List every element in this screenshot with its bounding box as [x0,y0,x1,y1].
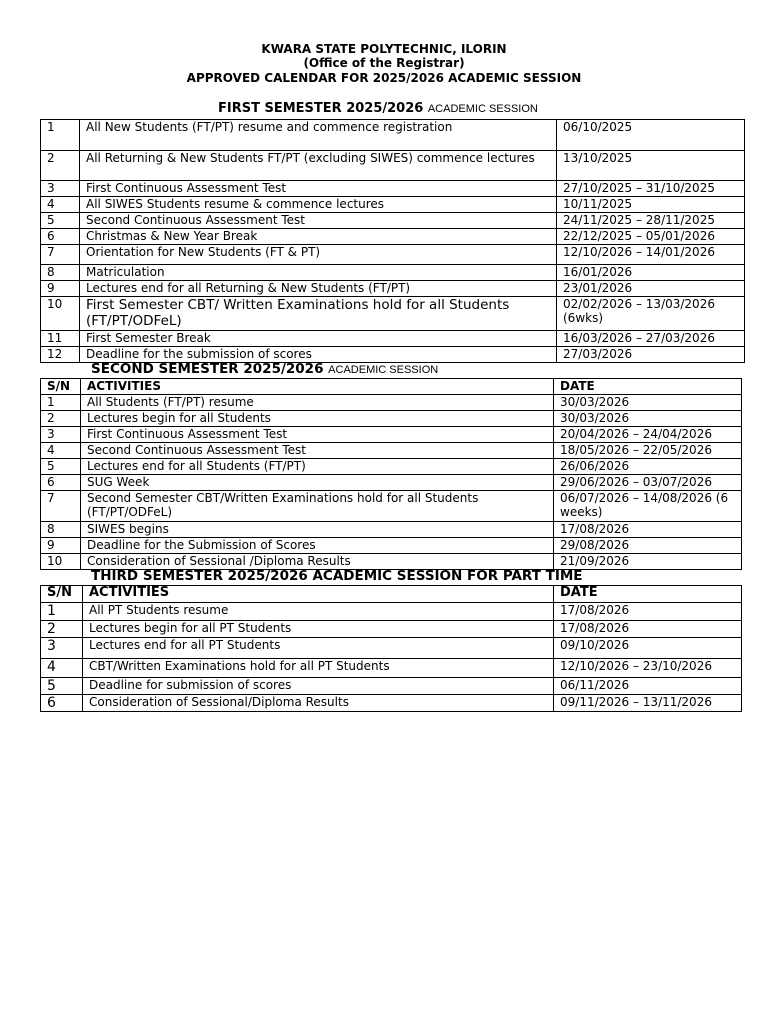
row-date: 09/11/2026 – 13/11/2026 [554,695,742,712]
first-semester-table [40,119,745,363]
row-sn: 6 [41,229,80,245]
row-activity: CBT/Written Examinations hold for all PT Students [83,659,554,678]
row-date: 24/11/2025 – 28/11/2025 [557,213,745,229]
table-row [41,621,742,638]
table-header-row [41,379,742,395]
row-date: 27/10/2025 – 31/10/2025 [557,181,745,197]
table-header-row [41,586,742,603]
row-date: 13/10/2025 [557,151,745,181]
row-activity: First Continuous Assessment Test [81,427,554,443]
row-sn: 2 [41,621,83,638]
row-date: 12/10/2026 – 14/01/2026 [557,245,745,265]
second-semester-title-sub: ACADEMIC SESSION [328,364,439,376]
table-row [41,151,745,181]
row-date: 17/08/2026 [554,621,742,638]
column-header-sn: S/N [41,586,83,603]
first-semester-title-main: FIRST SEMESTER 2025/2026 [218,101,424,116]
table-row [41,678,742,695]
row-activity: Second Continuous Assessment Test [80,213,557,229]
row-activity: SUG Week [81,475,554,491]
row-sn: 10 [41,554,81,570]
row-date: 22/12/2025 – 05/01/2026 [557,229,745,245]
row-sn: 3 [41,181,80,197]
row-sn: 2 [41,411,81,427]
column-header-activities: ACTIVITIES [81,379,554,395]
row-date: 17/08/2026 [554,603,742,621]
table-row [41,197,745,213]
row-date: 30/03/2026 [554,411,742,427]
table-row [41,331,745,347]
row-sn: 10 [41,297,80,331]
row-sn: 4 [41,659,83,678]
column-header-date: DATE [554,379,742,395]
row-activity: Second Semester CBT/Written Examinations hold for all Students (FT/PT/ODFeL) [81,491,554,522]
row-date: 20/04/2026 – 24/04/2026 [554,427,742,443]
row-activity: Lectures begin for all Students [81,411,554,427]
row-date: 16/01/2026 [557,265,745,281]
row-activity: Christmas & New Year Break [80,229,557,245]
row-sn: 5 [41,213,80,229]
row-date: 06/07/2026 – 14/08/2026 (6 weeks) [554,491,742,522]
row-activity: Lectures end for all Students (FT/PT) [81,459,554,475]
row-date: 02/02/2026 – 13/03/2026 (6wks) [557,297,745,331]
row-sn: 7 [41,491,81,522]
row-sn: 3 [41,427,81,443]
table-row [41,265,745,281]
row-sn: 5 [41,459,81,475]
row-activity: Lectures begin for all PT Students [83,621,554,638]
row-sn: 8 [41,522,81,538]
table-row [41,522,742,538]
row-date: 23/01/2026 [557,281,745,297]
institution-name: KWARA STATE POLYTECHNIC, ILORIN [261,42,507,56]
row-date: 29/08/2026 [554,538,742,554]
row-sn: 4 [41,197,80,213]
row-sn: 6 [41,475,81,491]
row-sn: 1 [41,120,80,151]
row-sn: 12 [41,347,80,363]
row-activity: Deadline for submission of scores [83,678,554,695]
row-date: 21/09/2026 [554,554,742,570]
row-sn: 11 [41,331,80,347]
table-row [41,395,742,411]
row-date: 09/10/2026 [554,638,742,659]
row-activity: Orientation for New Students (FT & PT) [80,245,557,265]
table-row [41,538,742,554]
third-semester-title: THIRD SEMESTER 2025/2026 ACADEMIC SESSION FOR PART TIME [91,568,583,584]
row-date: 26/06/2026 [554,459,742,475]
row-sn: 9 [41,281,80,297]
second-semester-table [40,378,742,570]
row-sn: 7 [41,245,80,265]
row-activity: Lectures end for all PT Students [83,638,554,659]
column-header-activities: ACTIVITIES [83,586,554,603]
second-semester-title [91,361,438,377]
table-row [41,695,742,712]
row-date: 30/03/2026 [554,395,742,411]
table-row [41,603,742,621]
row-activity: All PT Students resume [83,603,554,621]
row-activity: Deadline for the submission of scores [80,347,557,363]
table-row [41,411,742,427]
row-date: 12/10/2026 – 23/10/2026 [554,659,742,678]
row-activity: Consideration of Sessional /Diploma Results [81,554,554,570]
row-sn: 3 [41,638,83,659]
calendar-title: APPROVED CALENDAR FOR 2025/2026 ACADEMIC SESSION [186,71,582,85]
row-sn: 9 [41,538,81,554]
row-date: 10/11/2025 [557,197,745,213]
row-activity: Consideration of Sessional/Diploma Results [83,695,554,712]
table-row [41,245,745,265]
row-date: 27/03/2026 [557,347,745,363]
table-row [41,443,742,459]
table-row [41,120,745,151]
third-semester-table [40,585,742,712]
table-row [41,281,745,297]
table-row [41,427,742,443]
row-activity: Matriculation [80,265,557,281]
table-row [41,213,745,229]
row-activity: First Semester Break [80,331,557,347]
row-sn: 8 [41,265,80,281]
table-row [41,475,742,491]
row-activity: Second Continuous Assessment Test [81,443,554,459]
table-row [41,181,745,197]
row-activity: First Continuous Assessment Test [80,181,557,197]
first-semester-title-sub: ACADEMIC SESSION [427,103,538,115]
column-header-date: DATE [554,586,742,603]
first-semester-title [218,101,538,116]
row-date: 06/10/2025 [557,120,745,151]
table-row [41,229,745,245]
row-date: 16/03/2026 – 27/03/2026 [557,331,745,347]
row-activity: All SIWES Students resume & commence lectures [80,197,557,213]
second-semester-title-main: SECOND SEMESTER 2025/2026 [91,361,324,377]
table-row [41,491,742,522]
table-row [41,659,742,678]
row-activity: SIWES begins [81,522,554,538]
row-sn: 2 [41,151,80,181]
row-activity: First Semester CBT/ Written Examinations hold for all Students (FT/PT/ODFeL) [80,297,557,331]
row-sn: 6 [41,695,83,712]
row-date: 29/06/2026 – 03/07/2026 [554,475,742,491]
row-activity: Lectures end for all Returning & New Students (FT/PT) [80,281,557,297]
row-date: 06/11/2026 [554,678,742,695]
table-row [41,638,742,659]
table-row [41,297,745,331]
row-sn: 1 [41,395,81,411]
column-header-sn: S/N [41,379,81,395]
row-sn: 5 [41,678,83,695]
row-sn: 1 [41,603,83,621]
row-date: 17/08/2026 [554,522,742,538]
row-activity: All New Students (FT/PT) resume and commence registration [80,120,557,151]
row-activity: All Students (FT/PT) resume [81,395,554,411]
row-activity: Deadline for the Submission of Scores [81,538,554,554]
office-name: (Office of the Registrar) [303,56,465,70]
row-date: 18/05/2026 – 22/05/2026 [554,443,742,459]
row-activity: All Returning & New Students FT/PT (excluding SIWES) commence lectures [80,151,557,181]
row-sn: 4 [41,443,81,459]
table-row [41,459,742,475]
